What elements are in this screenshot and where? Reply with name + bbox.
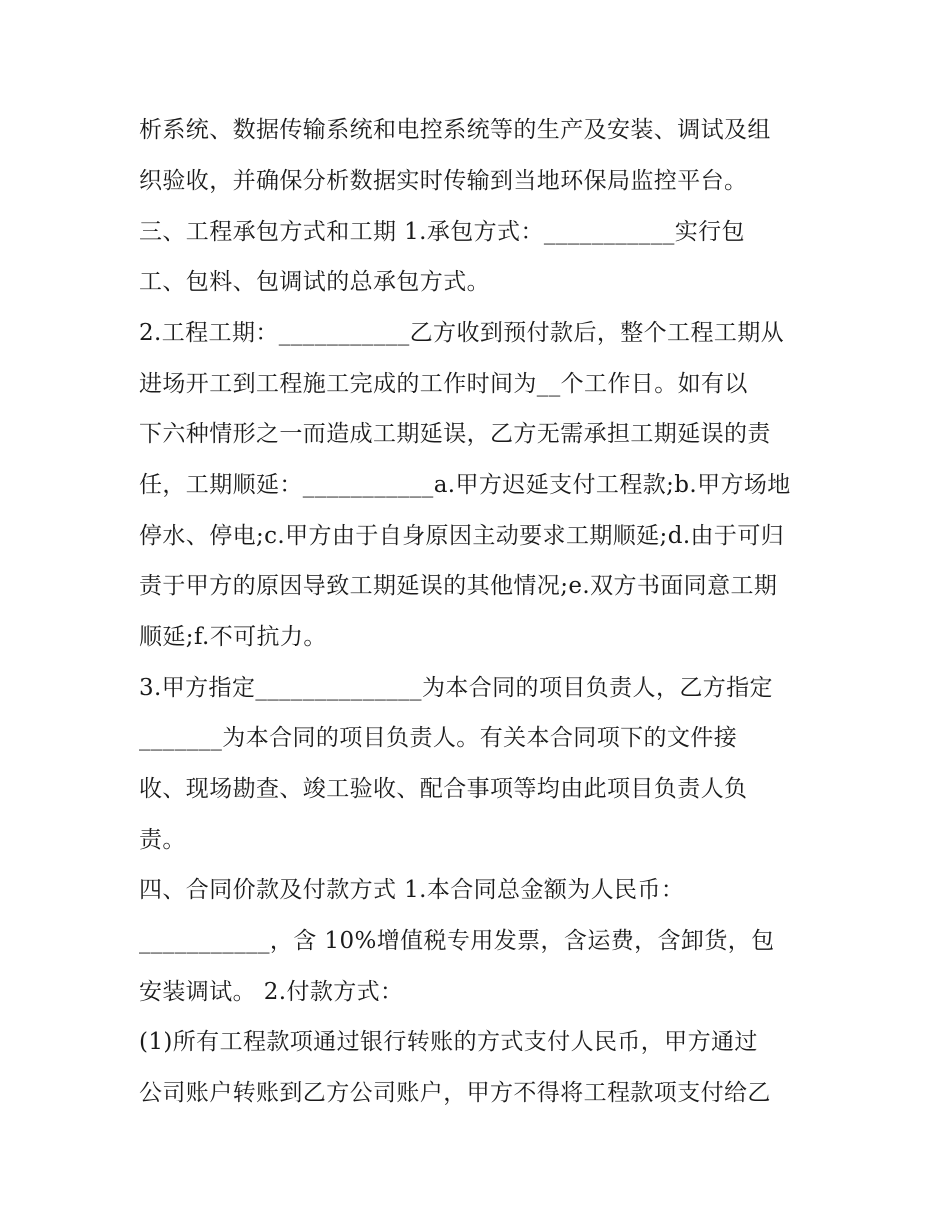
paragraph-line: 析系统、数据传输系统和电控系统等的生产及安装、调试及组 — [139, 117, 771, 143]
paragraph-line: 进场开工到工程施工完成的工作时间为__个工作日。如有以 — [139, 371, 748, 397]
paragraph-line: 四、合同价款及付款方式 1.本合同总金额为人民币： — [139, 877, 685, 903]
paragraph-line: 公司账户转账到乙方公司账户，甲方不得将工程款项支付给乙 — [139, 1080, 771, 1106]
paragraph-line: 任，工期顺延：___________a.甲方迟延支付工程款;b.甲方场地 — [139, 472, 791, 498]
paragraph-line: 3.甲方指定______________为本合同的项目负责人，乙方指定 — [139, 675, 773, 701]
paragraph-line: (1)所有工程款项通过银行转账的方式支付人民币，甲方通过 — [139, 1029, 758, 1055]
paragraph-line: 责于甲方的原因导致工期延误的其他情况;e.双方书面同意工期 — [139, 573, 778, 599]
paragraph-line: 三、工程承包方式和工期 1.承包方式：___________实行包 — [139, 219, 745, 245]
paragraph-line: 安装调试。 2.付款方式： — [139, 979, 404, 1005]
paragraph-line: 织验收，并确保分析数据实时传输到当地环保局监控平台。 — [139, 168, 748, 194]
paragraph-line: 工、包料、包调试的总承包方式。 — [139, 269, 490, 295]
paragraph-line: 收、现场勘查、竣工验收、配合事项等均由此项目负责人负 — [139, 776, 748, 802]
paragraph-line: 2.工程工期：___________乙方收到预付款后，整个工程工期从 — [139, 320, 785, 346]
paragraph-line: 责。 — [139, 827, 186, 853]
paragraph-line: ___________，含 10%增值税专用发票，含运费，含卸货，包 — [139, 928, 775, 954]
paragraph-line: 下六种情形之一而造成工期延误，乙方无需承担工期延误的责 — [139, 421, 771, 447]
paragraph-line: 停水、停电;c.甲方由于自身原因主动要求工期顺延;d.由于可归 — [139, 523, 785, 549]
paragraph-line: 顺延;f.不可抗力。 — [139, 624, 327, 650]
paragraph-line: _______为本合同的项目负责人。有关本合同项下的文件接 — [139, 725, 738, 751]
